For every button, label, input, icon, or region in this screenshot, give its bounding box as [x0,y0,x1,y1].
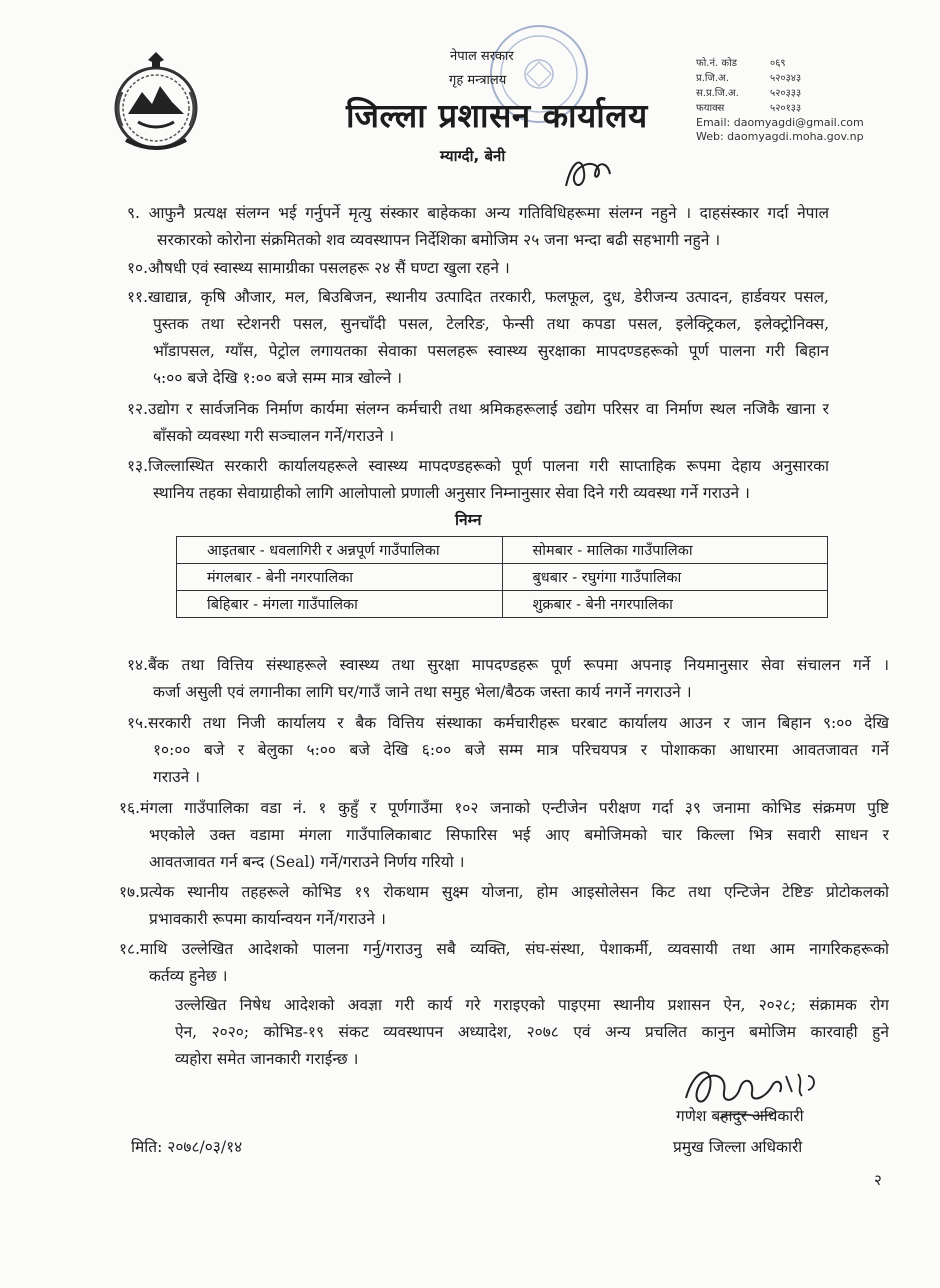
table-cell: बुधबार - रघुगंगा गाउँपालिका [502,564,828,591]
item-16: १६.मंगला गाउँपालिका वडा नं. १ कुहुँ र पूर्णगाउँमा १०२ जनाको एन्टीजेन परीक्षण गर्दा ३९ जनामा कोभिड संक्रमण पुष्टि भएकोले उक्त वडामा मंगला गाउँपालिकाबाट सिफारिस भई आए बमोजिमको चार किल्ला भित्र सवारी साधन र आवतजावत गर्न बन्द (Seal) गर्ने/गराउने निर्णय गरियो । [119,799,889,871]
table-cell: बिहिबार - मंगला गाउँपालिका [177,591,503,618]
table-cell: शुक्रबार - बेनी नगरपालिका [502,591,828,618]
item-17: १७.प्रत्येक स्थानीय तहहरूले कोभिड १९ रोकथाम सुक्ष्म योजना, होम आइसोलेसन किट तथा एन्टिजेन टेष्टिङ प्रोटोकलको प्रभावकारी रूपमा कार्यान्वयन गर्ने/गराउने । [119,883,889,928]
contact-row: फयाक्स ५२०१३३ [696,103,802,114]
office-title: जिल्ला प्रशासन कार्यालय [346,96,648,135]
contact-row: प्र.जि.अ. ५२०३४३ [696,73,802,84]
signatory-title: प्रमुख जिल्ला अधिकारी [673,1138,803,1156]
closing-paragraph: उल्लेखित निषेध आदेशको अवज्ञा गरी कार्य गरे गराइएको पाइएमा स्थानीय प्रशासन ऐन, २०२८; संक्रामक रोग ऐन, २०२०; कोभिड-१९ संकट व्यवस्थापन अध्यादेश, २०७८ एवं अन्य प्रचलित कानुन बमोजिम कारवाही हुने व्यहोरा समेत जानकारी गराईन्छ । [175,996,889,1068]
contact-block [696,56,864,144]
item-14: १४.बैंक तथा वित्तिय संस्थाहरूले स्वास्थ्य तथा सुरक्षा मापदण्डहरू पूर्ण रूपमा अपनाइ नियमानुसार सेवा संचालन गर्ने । कर्जा असुली एवं लगानीका लागि घर/गाउँ जाने तथा समुह भेला/बैठक जस्ता कार्य नगर्ने नगराउने । [127,656,889,701]
table-cell: मंगलबार - बेनी नगरपालिका [177,564,503,591]
ministry-name: गृह मन्त्रालय [449,73,507,88]
table-row [177,591,828,618]
contact-web: Web: daomyagdi.moha.gov.np [696,130,864,143]
contact-row: स.प्र.जि.अ. ५२०३३३ [696,88,802,99]
item-15: १५.सरकारी तथा निजी कार्यालय र बैक वित्तिय संस्थाका कर्मचारीहरू घरबाट कार्यालय आउन र जान बिहान ९:०० देखि १०:०० बजे र बेलुका ५:०० बजे देखि ६:०० बजे सम्म मात्र परिचयपत्र र पोशाकका आधारमा आवतजावत गर्ने गराउने । [127,714,889,786]
table-cell: आइतबार - धवलागिरी र अन्नपूर्ण गाउँपालिका [177,537,503,564]
contact-email: Email: daomyagdi@gmail.com [696,116,864,129]
signatory-name: गणेश बहादुर अधिकारी [676,1107,804,1125]
table-row [177,537,828,564]
document-date: मिति: २०७८/०३/१४ [131,1138,243,1156]
item-9: ९. आफुनै प्रत्यक्ष संलग्न भई गर्नुपर्ने मृत्यु संस्कार बाहेकका अन्य गतिविधिहरूमा संलग्न नहुने । दाहसंस्कार गर्दा नेपाल सरकारको कोरोना संक्रमितको शव व्यवस्थापन निर्देशिका बमोजिम २५ जना भन्दा बढी सहभागी नहुने । [127,204,829,249]
item-10: १०.औषधी एवं स्वास्थ्य सामाग्रीका पसलहरू २४ सैं घण्टा खुला रहने । [127,259,510,277]
government-name: नेपाल सरकार [450,49,514,64]
nepal-emblem-icon [108,52,204,160]
page-number: २ [874,1171,882,1189]
schedule-table [176,536,828,618]
item-12: १२.उद्योग र सार्वजनिक निर्माण कार्यमा संलग्न कर्मचारी तथा श्रमिकहरूलाई उद्योग परिसर वा निर्माण स्थल नजिकै खाना र बाँसको व्यवस्था गरी सञ्चालन गर्ने/गराउने । [127,400,829,445]
item-11: ११.खाद्यान्न, कृषि औजार, मल, बिउबिजन, स्थानीय उत्पादित तरकारी, फलफूल, दुध, डेरीजन्य उत्पादन, हार्डवयर पसल, पुस्तक तथा स्टेशनरी पसल, सुनचाँदी पसल, टेलरिङ, फेन्सी तथा कपडा पसल, इलेक्ट्रिकल, इलेक्ट्रोनिक्स, भाँडापसल, ग्याँस, पेट्रोल लगायतका सेवाका पसलहरू स्वास्थ्य सुरक्षाका मापदण्डहरूको पूर्ण पालना गरी बिहान ५:०० बजे देखि १:०० बजे सम्म मात्र खोल्ने । [127,288,829,387]
contact-row: फो.नं. कोड ०६९ [696,58,786,69]
schedule-title: निम्न [455,510,482,529]
table-row [177,564,828,591]
signature-initials-icon [562,150,614,194]
table-cell: सोमबार - मालिका गाउँपालिका [502,537,828,564]
office-location: म्याग्दी, बेनी [440,147,506,165]
item-18: १८.माथि उल्लेखित आदेशको पालना गर्नु/गराउनु सबै व्यक्ति, संघ-संस्था, पेशाकर्मी, व्यवसायी तथा आम नागरिकहरूको कर्तव्य हुनेछ । [119,940,889,985]
item-13: १३.जिल्लास्थित सरकारी कार्यालयहरूले स्वास्थ्य मापदण्डहरूको पूर्ण पालना गरी साप्ताहिक रूपमा देहाय अनुसारका स्थानिय तहका सेवाग्राहीको लागि आलोपालो प्रणाली अनुसार निम्नानुसार सेवा दिने गरी व्यवस्था गर्ने गराउने । [127,457,829,502]
